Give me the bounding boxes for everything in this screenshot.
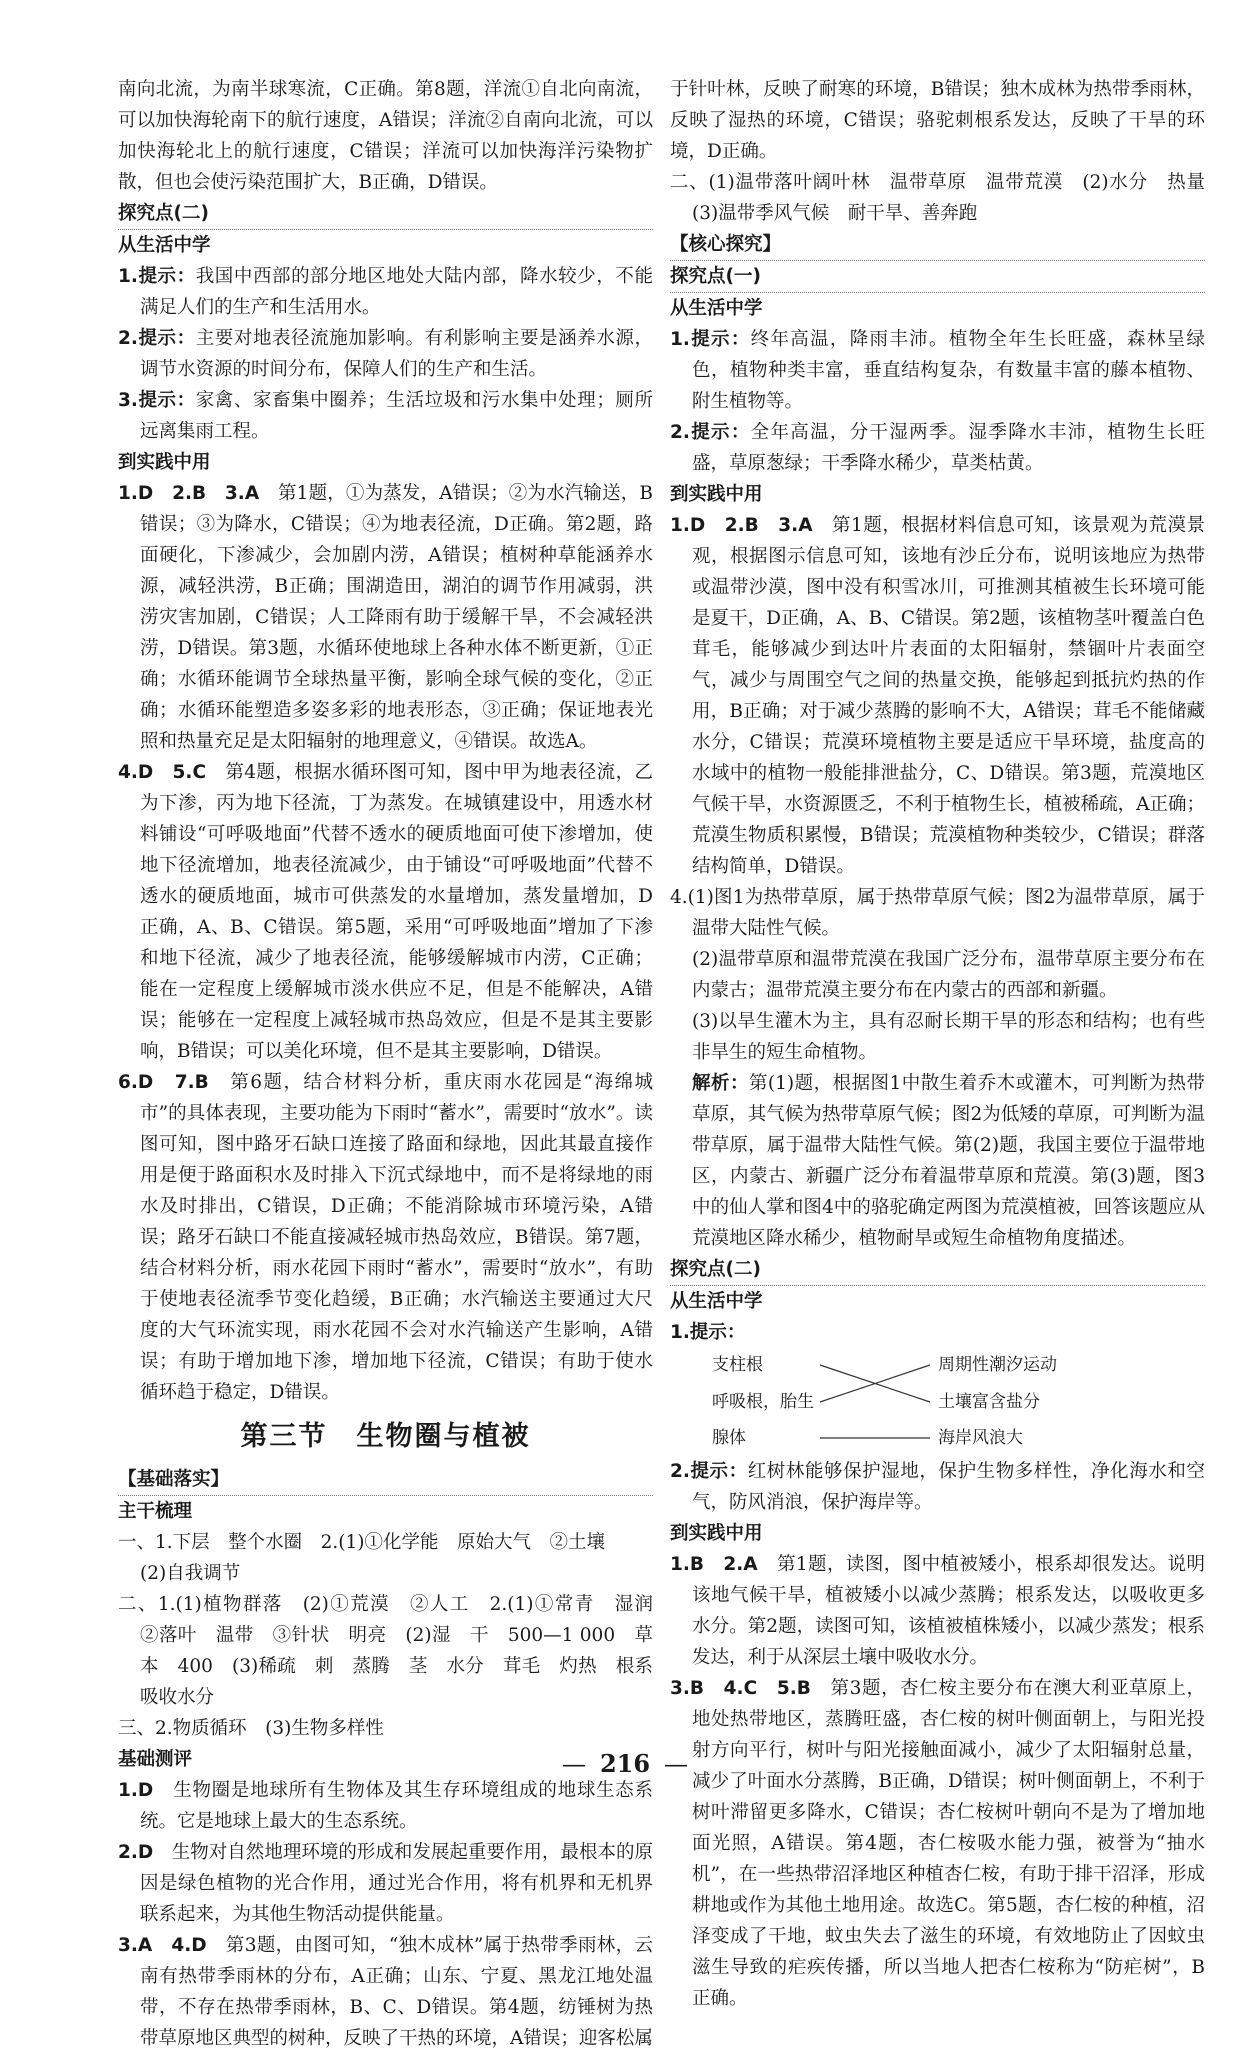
answer-text: 生物对自然地理环境的形成和发展起重要作用，最根本的原因是绿色植物的光合作用，通过光合作用，将有机界和无机界联系起来，为其他生物活动提供能量。 (140, 1842, 653, 1925)
answer-key: 3.A 4.D (118, 1935, 207, 1956)
hint-label: 3.提示： (118, 390, 196, 411)
answer-text: 第1题，①为蒸发，A错误；②为水汽输送，B错误；③为降水，C错误；④为地表径流，D正确。第2题，路面硬化，下渗减少，会加剧内涝，A错误；植树种草能涵养水源，减轻洪涝，B正确；围湖造田，湖泊的调节作用减弱，洪涝灾害加剧，C错误；人工降雨有助于缓解干旱，不会减轻洪涝，D错误。第3题，水循环使地球上各种水体不断更新，①正确；水循环能调节全球热量平衡，影响全球气候的变化，②正确；水循环能塑造多姿多彩的地表形态，③正确；保证地表光照和热量充足是太阳辐射的地理意义，④错误。故选A。 (140, 483, 653, 752)
section-title: 第三节 生物圈与植被 (240, 1421, 531, 1452)
hint-label: 2.提示： (670, 1461, 748, 1482)
hint-label: 1.提示： (670, 329, 751, 350)
hint-text: 家禽、家畜集中圈养；生活垃圾和污水集中处理；厕所远离集雨工程。 (140, 390, 653, 442)
section-heading: 【基础落实】 (118, 1464, 653, 1496)
hint-text: 终年高温，降雨丰沛。植物全年生长旺盛，森林呈绿色，植物种类丰富，垂直结构复杂，有数量丰富的藤本植物、附生植物等。 (692, 329, 1205, 412)
sub-heading: 到实践中用 (670, 1523, 763, 1544)
outline-line: 二、(1)温带落叶阔叶林 温带草原 温带荒漠 (2)水分 热量 (3)温带季风气候 耐干旱、善奔跑 (670, 172, 1224, 224)
page-number (0, 1748, 1250, 1780)
answer-item (118, 1775, 653, 1837)
explanation-label: 解析： (692, 1073, 749, 1094)
diagram-right-label: 周期性潮汐运动 (938, 1355, 1057, 1375)
answer-item (118, 478, 653, 757)
hint-label: 2.提示： (118, 328, 196, 349)
answer-item (670, 1673, 1205, 2014)
page-dash: — (664, 1750, 689, 1778)
explanation (670, 1068, 1205, 1254)
section-heading: 【核心探究】 (670, 229, 1205, 261)
answer-text: 第1题，读图，图中植被矮小，根系却很发达。说明该地气候干旱，植被矮小以减少蒸腾；根系发达，以吸收更多水分。第2题，读图可知，该植被植株矮小，以减少蒸发；根系发达，利于从深层土壤中吸收水分。 (692, 1554, 1205, 1668)
answer-item (118, 757, 653, 1067)
hint-text: 主要对地表径流施加影响。有利影响主要是涵养水源，调节水资源的时间分布，保障人们的生产和生活。 (140, 328, 653, 380)
hint-label: 1.提示： (118, 266, 196, 287)
intro-paragraph: 南向北流，为南半球寒流，C正确。第8题，洋流①自北向南流，可以加快海轮南下的航行速度，A错误；洋流②自南向北流，可以加快海轮北上的航行速度，C错误；洋流可以加快海洋污染物扩散，但也会使污染范围扩大，B正确，D错误。 (118, 79, 653, 193)
answer-text: 第4题，根据水循环图可知，图中甲为地表径流，乙为下渗，丙为地下径流，丁为蒸发。在城镇建设中，用透水材料铺设“可呼吸地面”代替不透水的硬质地面可使下渗增加，使地下径流增加，地表径流减少，由于铺设“可呼吸地面”代替不透水的硬质地面，城市可供蒸发的水量增加，蒸发量增加，D正确，A、B、C错误。第5题，采用“可呼吸地面”增加了下渗和地下径流，减少了地表径流，能够缓解城市内涝，C正确；能在一定程度上缓解城市淡水供应不足，但是不能解决，A错误；能够在一定程度上减轻城市热岛效应，但是不是其主要影响，B错误；可以美化环境，但不是其主要影响，D错误。 (140, 762, 653, 1062)
answer-item (118, 1837, 653, 1930)
outline-line: 三、2.物质循环 (3)生物多样性 (118, 1718, 384, 1739)
answer-key: 1.D 2.B 3.A (670, 515, 813, 536)
answer-item (670, 1456, 1205, 1518)
right-column (670, 74, 1224, 2014)
answer-text: 第6题，结合材料分析，重庆雨水花园是“海绵城市”的具体表现，主要功能为下雨时“蓄水”，需要时“放水”。读图可知，图中路牙石缺口连接了路面和绿地，因此其最直接作用是便于路面积水及时排入下沉式绿地中，而不是将绿地的雨水及时排出，C错误，D正确；不能消除城市环境污染，A错误；路牙石缺口不能直接减轻城市热岛效应，B错误。第7题，结合材料分析，雨水花园下雨时“蓄水”，需要时“放水”，有助于使地表径流季节变化趋缓，B正确；水汽输送主要通过大尺度的大气环流实现，雨水花园不会对水汽输送产生影响，A错误；有助于增加地下渗，增加地下径流，C错误；有助于使水循环趋于稳定，D错误。 (140, 1072, 653, 1403)
explanation-text: 第(1)题，根据图1中散生着乔木或灌木，可判断为热带草原，其气候为热带草原气候；图2为低矮的草原，可判断为温带草原，属于温带大陆性气候。第(2)题，我国主要位于温带地区，内蒙古、新疆广泛分布着温带草原和荒漠。第(3)题，图3中的仙人掌和图4中的骆驼确定两图为荒漠植被，回答该题应从荒漠地区降水稀少，植物耐旱或短生命植物角度描述。 (692, 1073, 1205, 1249)
answer-item: (2)温带草原和温带荒漠在我国广泛分布，温带草原主要分布在内蒙古；温带荒漠主要分布在内蒙古的西部和新疆。 (692, 949, 1205, 1001)
answer-item (118, 1930, 653, 2054)
matching-diagram (670, 1350, 1205, 1454)
outline-line: (2)自我调节 (140, 1563, 241, 1584)
answer-key: 1.B 2.A (670, 1554, 758, 1575)
answer-item (670, 1317, 1205, 1348)
diagram-right-label: 土壤富含盐分 (938, 1392, 1040, 1412)
answer-text: 第1题，根据材料信息可知，该景观为荒漠景观，根据图示信息可知，该地有沙丘分布，说明该地应为热带或温带沙漠，图中没有积雪冰川，可推测其植被生长环境可能是夏干，D正确，A、B、C错误。第2题，该植物茎叶覆盖白色茸毛，能够减少到达叶片表面的太阳辐射，禁锢叶片表面空气，减少与周围空气之间的热量交换，能够起到抵抗灼热的作用，B正确；对于减少蒸腾的影响不大，A错误；茸毛不能储藏水分，C错误；荒漠环境植物主要是适应干旱环境，盐度高的水域中的植物一般能排泄盐分，C、D错误。第3题，荒漠地区气候干旱，水资源匮乏，不利于植物生长，植被稀疏，A正确；荒漠生物质积累慢，B错误；荒漠植物种类较少，C错误；群落结构简单，D错误。 (692, 515, 1205, 877)
answer-item (670, 510, 1205, 882)
outline-line: 二、1.(1)植物群落 (2)①荒漠 ②人工 2.(1)①常青 湿润 ②落叶 温带 ③针状 明亮 (2)湿 干 500—1 000 草本 400 (3)稀疏 刺 蒸腾 茎 水分 茸毛 灼热 根系 吸收水分 (118, 1594, 672, 1708)
section-heading: 探究点(二) (118, 198, 653, 230)
answer-item (670, 417, 1205, 479)
answer-item: 4.(1)图1为热带草原，属于热带草原气候；图2为温带草原，属于温带大陆性气候。 (670, 887, 1205, 939)
answer-item (118, 385, 653, 447)
answer-item (670, 1549, 1205, 1673)
answer-text: 生物圈是地球所有生物体及其生存环境组成的地球生态系统。它是地球上最大的生态系统。 (140, 1780, 653, 1832)
sub-heading: 从生活中学 (670, 1291, 763, 1312)
hint-label: 2.提示： (670, 422, 751, 443)
sub-heading: 从生活中学 (118, 235, 211, 256)
hint-text: 红树林能够保护湿地，保护生物多样性，净化海水和空气，防风消浪，保护海岸等。 (692, 1461, 1205, 1513)
page-dash: — (561, 1750, 586, 1778)
answer-key: 3.B 4.C 5.B (670, 1678, 811, 1699)
sub-heading: 基础测评 (118, 1749, 193, 1770)
sub-heading: 到实践中用 (118, 452, 211, 473)
sub-heading: 从生活中学 (670, 298, 763, 319)
continued-paragraph: 于针叶林，反映了耐寒的环境，B错误；独木成林为热带季雨林，反映了湿热的环境，C错误；骆驼刺根系发达，反映了干旱的环境，D正确。 (670, 79, 1205, 162)
hint-label: 1.提示： (670, 1322, 746, 1343)
answer-item: (3)以旱生灌木为主，具有忍耐长期干旱的形态和结构；也有些非旱生的短生命植物。 (692, 1011, 1205, 1063)
hint-text: 我国中西部的部分地区地处大陆内部，降水较少，不能满足人们的生产和生活用水。 (140, 266, 653, 318)
answer-item (118, 323, 653, 385)
answer-key: 4.D 5.C (118, 762, 207, 783)
hint-text: 全年高温，分干湿两季。湿季降水丰沛，植物生长旺盛，草原葱绿；干季降水稀少，草类枯黄。 (692, 422, 1205, 474)
diagram-right-label: 海岸风浪大 (938, 1428, 1023, 1448)
answer-item (670, 324, 1205, 417)
page-number-value: 216 (599, 1749, 651, 1778)
answer-key: 1.D (118, 1780, 154, 1801)
diagram-left-label: 呼吸根，胎生 (712, 1392, 814, 1412)
sub-heading: 主干梳理 (118, 1501, 193, 1522)
answer-item (118, 261, 653, 323)
answer-key: 1.D 2.B 3.A (118, 483, 260, 504)
outline-line: 一、1.下层 整个水圈 2.(1)①化学能 原始大气 ②土壤 (118, 1532, 606, 1553)
answer-text: 第3题，由图可知，“独木成林”属于热带季雨林，云南有热带季雨林的分布，A正确；山东、宁夏、黑龙江地处温带，不存在热带季雨林，B、C、D错误。第4题，纺锤树为热带草原地区典型的树种，反映了干热的环境，A错误；迎客松属 (140, 1935, 653, 2049)
sub-heading: 到实践中用 (670, 484, 763, 505)
section-heading: 探究点(二) (670, 1254, 1205, 1286)
answer-item (118, 1067, 653, 1408)
answer-text: 第3题，杏仁桉主要分布在澳大利亚草原上，地处热带地区，蒸腾旺盛，杏仁桉的树叶侧面朝上，与阳光投射方向平行，树叶与阳光接触面减小，减少了太阳辐射总量，减少了叶面水分蒸腾，B正确，D错误；树叶侧面朝上，不利于树叶滞留更多降水，C错误；杏仁桉树叶朝向不是为了增加地面光照，A错误。第4题，杏仁桉吸水能力强，被誉为“抽水机”，在一些热带沼泽地区种植杏仁桉，有助于排干沼泽，形成耕地或作为其他土地用途。故选C。第5题，杏仁桉的种植，沼泽变成了干地，蚊虫失去了滋生的环境，有效地防止了因蚊虫滋生导致的疟疾传播，所以当地人把杏仁桉称为“防疟树”，B正确。 (692, 1678, 1205, 2009)
diagram-left-label: 腺体 (712, 1428, 746, 1448)
section-heading: 探究点(一) (670, 261, 1205, 293)
diagram-left-label: 支柱根 (712, 1355, 763, 1375)
answer-key: 2.D (118, 1842, 154, 1863)
answer-key: 6.D 7.B (118, 1072, 209, 1093)
